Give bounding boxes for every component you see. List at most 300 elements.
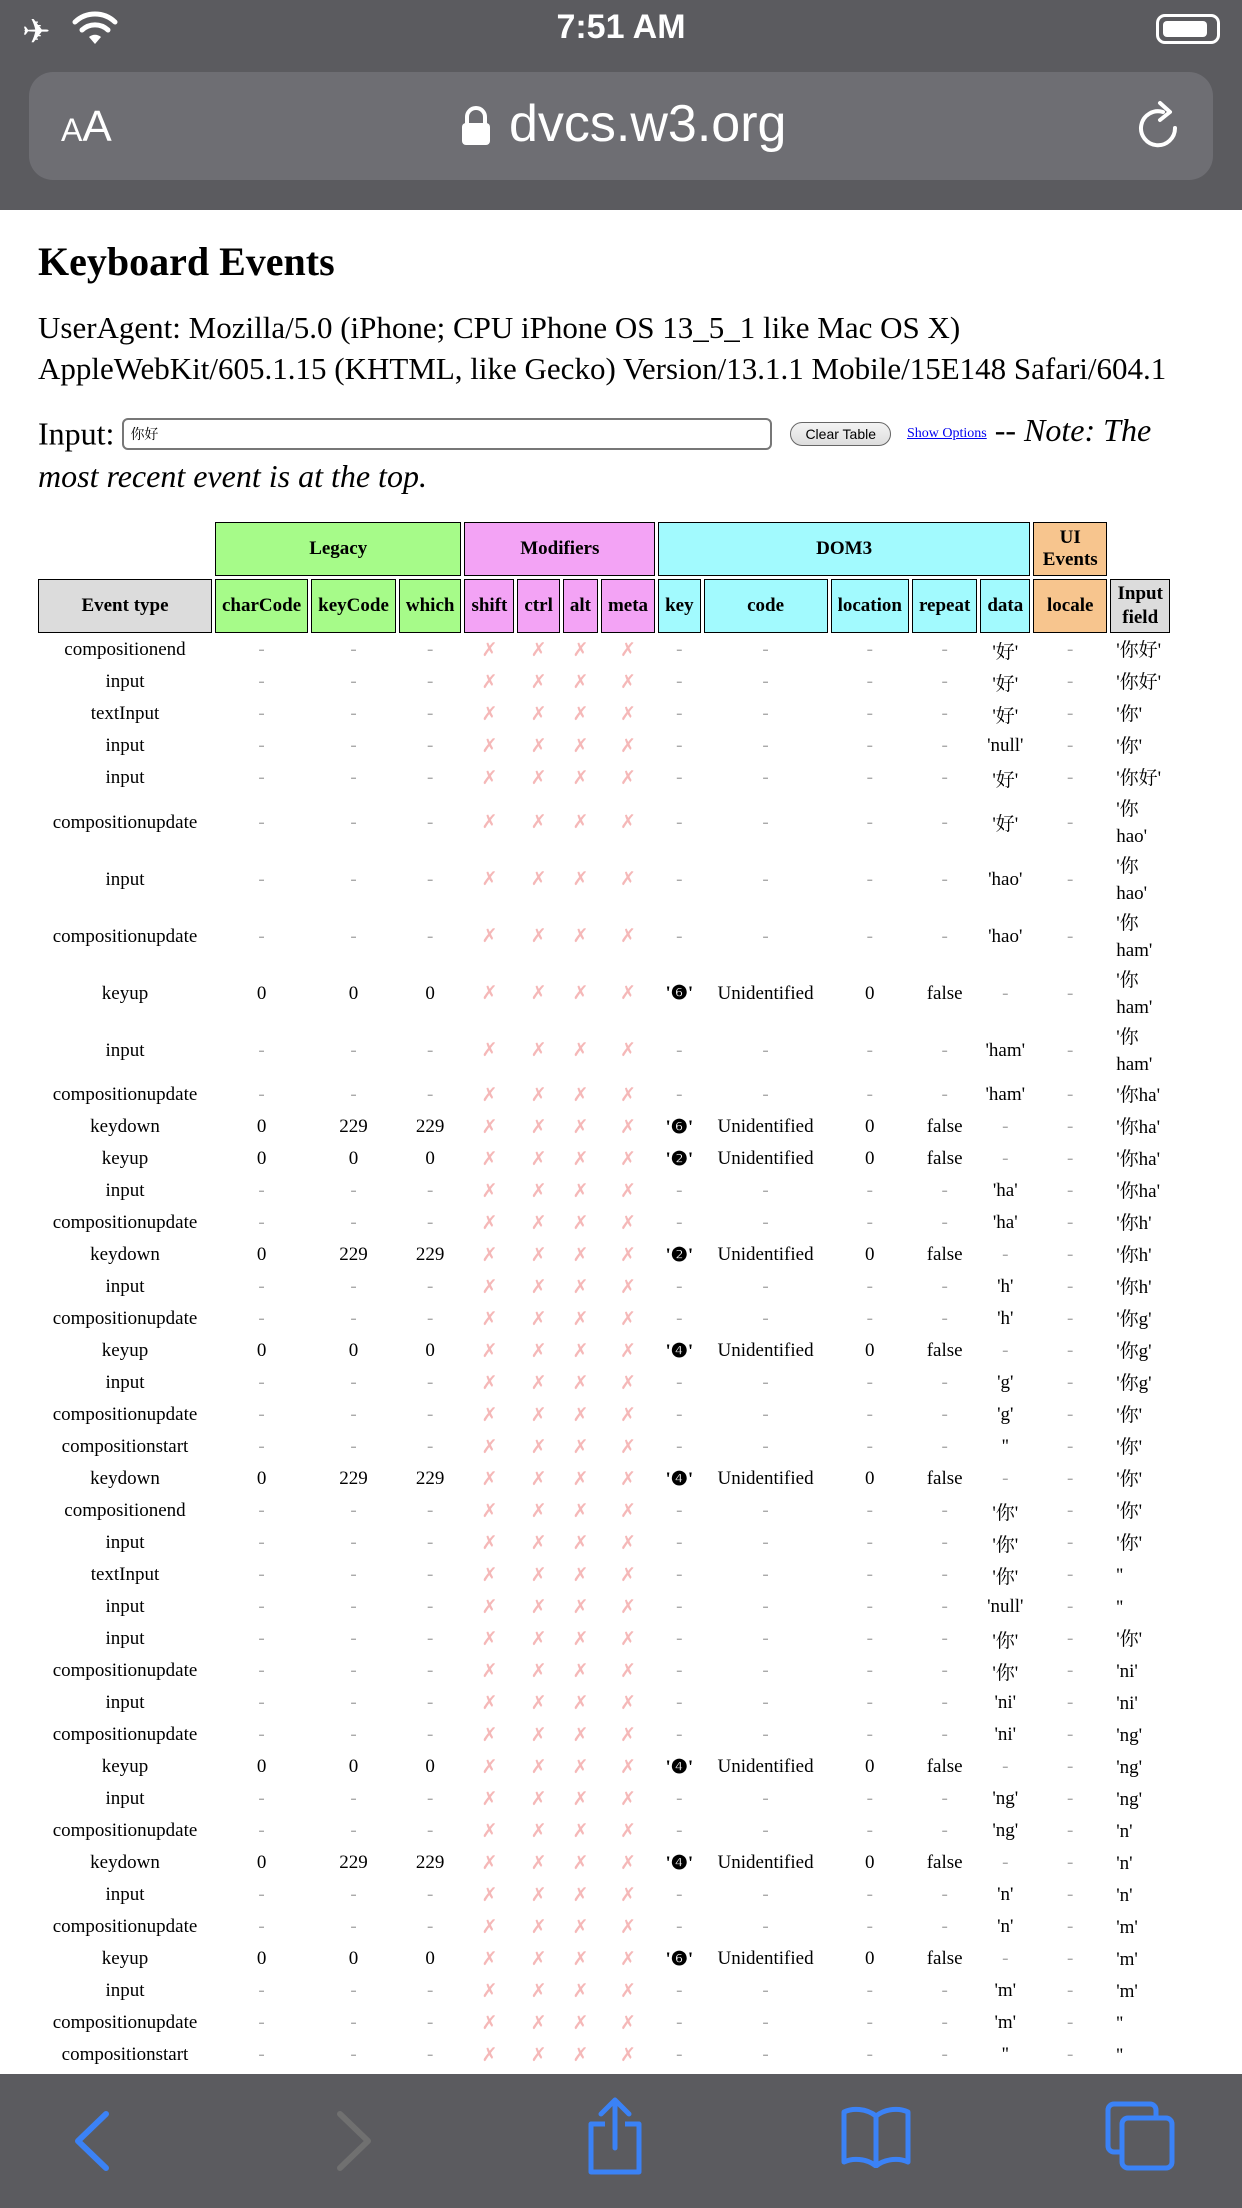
table-cell: 0 <box>425 1948 435 1970</box>
table-cell: '你' <box>1116 735 1143 757</box>
table-cell: Unidentified <box>717 982 814 1004</box>
table-cell: - <box>427 2044 434 2066</box>
table-cell: - <box>1002 1948 1009 1970</box>
table-cell: - <box>941 1724 948 1746</box>
table-cell: - <box>258 1884 265 1906</box>
table-cell: - <box>762 1820 769 1842</box>
bookmarks-icon[interactable] <box>840 2104 912 2173</box>
table-cell: - <box>258 1660 265 1682</box>
table-cell: ✗ <box>620 1980 636 2002</box>
back-icon[interactable] <box>68 2106 116 2181</box>
table-cell: - <box>866 1276 873 1298</box>
column-header: charCode <box>215 579 308 633</box>
reload-icon[interactable] <box>1133 98 1185 159</box>
table-cell: - <box>676 1820 683 1842</box>
table-cell: 0 <box>865 1948 875 1970</box>
table-cell: input <box>105 1532 145 1554</box>
table-cell: ✗ <box>572 703 589 725</box>
table-cell: - <box>762 1692 769 1714</box>
table-cell: 'ni' <box>994 1724 1017 1746</box>
table-cell: ✗ <box>481 1084 498 1106</box>
table-cell: - <box>866 1532 873 1554</box>
table-cell: ✗ <box>572 2044 589 2066</box>
table-row <box>38 1657 1170 1686</box>
table-cell: ✗ <box>572 1276 589 1298</box>
table-cell: '你' <box>992 1630 1019 1652</box>
table-row <box>38 1209 1170 1238</box>
table-cell: 229 <box>415 1244 445 1266</box>
table-cell: - <box>762 1884 769 1906</box>
table-cell: - <box>676 1788 683 1810</box>
table-cell: - <box>427 1308 434 1330</box>
table-cell: 'm' <box>1116 1916 1138 1938</box>
table-cell: ✗ <box>620 1788 636 1810</box>
table-cell: - <box>350 1436 357 1458</box>
column-header: code <box>704 579 828 633</box>
table-cell: - <box>258 735 265 757</box>
table-cell: - <box>1002 1148 1009 1170</box>
table-cell: - <box>427 735 434 757</box>
table-cell: ✗ <box>530 2044 547 2066</box>
table-cell: - <box>762 1308 769 1330</box>
table-cell: - <box>762 1436 769 1458</box>
table-cell: - <box>350 1980 357 2002</box>
table-cell: 'ham' <box>985 1084 1026 1106</box>
table-cell: - <box>427 1532 434 1554</box>
table-cell: - <box>1067 1596 1074 1618</box>
table-row <box>38 1817 1170 1846</box>
table-cell: - <box>350 671 357 693</box>
table-cell: 229 <box>415 1116 445 1138</box>
table-cell: '' <box>1001 1436 1009 1458</box>
column-header: location <box>831 579 909 633</box>
table-cell: ✗ <box>572 1628 589 1650</box>
table-cell: - <box>676 1692 683 1714</box>
table-cell: ✗ <box>572 1500 589 1522</box>
table-cell: ✗ <box>481 1724 498 1746</box>
table-cell: - <box>866 1372 873 1394</box>
table-cell: 229 <box>415 1468 445 1490</box>
table-cell: - <box>1067 811 1074 833</box>
table-cell: - <box>258 1212 265 1234</box>
table-cell: - <box>676 1660 683 1682</box>
table-row <box>38 1497 1170 1526</box>
table-cell: - <box>676 1404 683 1426</box>
table-cell: - <box>1067 1039 1074 1061</box>
table-cell: ✗ <box>620 1564 636 1586</box>
table-cell: - <box>350 1500 357 1522</box>
table-cell: '你' <box>992 1566 1019 1588</box>
user-agent-text: UserAgent: Mozilla/5.0 (iPhone; CPU iPhone OS 13_5_1 like Mac OS X) AppleWebKit/605.1.15 (KHTML, like Gecko) Version/13.1.1 Mobile/15E148 Safari/604.1 <box>38 310 1167 386</box>
table-cell: - <box>1067 2044 1074 2066</box>
table-cell: ✗ <box>620 671 636 693</box>
table-cell: ✗ <box>481 1468 498 1490</box>
table-cell: - <box>941 1628 948 1650</box>
table-cell: - <box>762 1180 769 1202</box>
dom3-group-header: DOM3 <box>658 522 1030 576</box>
table-row <box>38 1113 1170 1142</box>
table-cell: 'ng' <box>1116 1788 1143 1810</box>
table-cell: - <box>762 1404 769 1426</box>
table-cell: - <box>866 1564 873 1586</box>
table-cell: - <box>1067 1820 1074 1842</box>
url-domain[interactable]: dvcs.w3.org <box>509 95 787 153</box>
table-row <box>38 1913 1170 1942</box>
table-cell: ✗ <box>481 1692 498 1714</box>
page-title: Keyboard Events <box>38 239 335 284</box>
table-cell: - <box>762 1500 769 1522</box>
table-cell: 'ham' <box>985 1039 1026 1061</box>
table-cell: compositionend <box>64 1500 186 1522</box>
table-cell: 0 <box>425 1340 435 1362</box>
table-cell: 0 <box>256 1948 267 1970</box>
table-cell: Unidentified <box>717 1244 814 1266</box>
table-cell: compositionupdate <box>52 925 198 947</box>
table-cell: ✗ <box>481 1820 498 1842</box>
forward-icon[interactable] <box>330 2106 378 2181</box>
table-cell: ✗ <box>572 1692 589 1714</box>
table-cell: '你ha' <box>1116 1084 1160 1106</box>
table-cell: - <box>941 735 948 757</box>
table-cell: compositionupdate <box>52 1724 198 1746</box>
table-cell: ✗ <box>481 639 498 661</box>
table-cell: ✗ <box>530 1148 547 1170</box>
table-cell: - <box>258 2044 265 2066</box>
table-cell: - <box>1067 1660 1074 1682</box>
table-cell: ✗ <box>530 703 547 725</box>
table-cell: - <box>941 1212 948 1234</box>
table-cell: - <box>427 1436 434 1458</box>
address-bar[interactable] <box>29 72 1213 180</box>
table-cell: - <box>676 1916 683 1938</box>
note-text: Note: The most recent event is at the top. <box>38 412 1152 494</box>
table-cell: ✗ <box>572 1788 589 1810</box>
input-label: Input: <box>38 415 115 452</box>
table-row <box>38 1337 1170 1366</box>
key-input-field[interactable] <box>122 418 772 450</box>
table-row <box>38 1273 1170 1302</box>
table-cell: ✗ <box>481 735 498 757</box>
table-cell: - <box>676 811 683 833</box>
table-cell: '' <box>1001 2044 1009 2066</box>
table-cell: ✗ <box>620 1244 636 1266</box>
table-cell: - <box>941 1660 948 1682</box>
table-cell: ✗ <box>572 1724 589 1746</box>
table-cell: - <box>258 1276 265 1298</box>
legacy-group-header: Legacy <box>215 522 461 576</box>
bottom-toolbar <box>0 2074 1242 2208</box>
table-cell: - <box>1067 735 1074 757</box>
table-cell: ✗ <box>620 767 636 789</box>
table-row <box>38 910 1170 964</box>
table-cell: ✗ <box>530 1692 547 1714</box>
table-cell: 0 <box>865 1756 875 1778</box>
table-cell: - <box>350 767 357 789</box>
table-cell: - <box>762 639 769 661</box>
table-cell: - <box>1067 1436 1074 1458</box>
table-cell: 0 <box>256 1244 267 1266</box>
table-cell: - <box>866 1660 873 1682</box>
table-cell: keydown <box>90 1468 160 1490</box>
table-cell: ✗ <box>530 639 547 661</box>
lock-icon <box>459 106 493 151</box>
table-cell: - <box>676 1039 683 1061</box>
table-cell: - <box>866 1628 873 1650</box>
table-cell: false <box>926 1244 963 1266</box>
table-cell: input <box>105 1884 145 1906</box>
table-cell: - <box>350 1884 357 1906</box>
table-cell: ✗ <box>481 1660 498 1682</box>
table-cell: - <box>1067 1692 1074 1714</box>
table-cell: - <box>1067 1564 1074 1586</box>
table-cell: 0 <box>425 1148 435 1170</box>
table-cell: ✗ <box>620 1884 636 1906</box>
table-cell: - <box>258 639 265 661</box>
table-row <box>38 2041 1170 2070</box>
table-cell: ✗ <box>620 869 636 891</box>
table-cell: - <box>350 1039 357 1061</box>
table-cell: '你h' <box>1116 1244 1152 1266</box>
table-cell: - <box>866 1916 873 1938</box>
table-cell: - <box>676 1436 683 1458</box>
table-cell: 'n' <box>1116 1852 1133 1874</box>
table-cell: - <box>258 1180 265 1202</box>
table-cell: - <box>941 1916 948 1938</box>
table-cell: ✗ <box>530 1820 547 1842</box>
group-header-row <box>38 522 1170 576</box>
table-cell: 'ha' <box>992 1212 1018 1234</box>
show-options-link[interactable]: Show Options <box>907 425 987 441</box>
table-cell: '你ha' <box>1116 1116 1160 1138</box>
table-cell: - <box>1067 1724 1074 1746</box>
table-cell: - <box>258 1039 265 1061</box>
table-cell: 229 <box>339 1468 368 1490</box>
table-cell: ✗ <box>620 1532 636 1554</box>
table-cell: - <box>676 2012 683 2034</box>
table-cell: ✗ <box>481 767 498 789</box>
table-cell: ✗ <box>620 2012 636 2034</box>
table-cell: input <box>105 767 145 789</box>
events-table <box>35 519 1173 2105</box>
table-cell: keyup <box>101 1340 149 1362</box>
table-cell: ✗ <box>620 1724 636 1746</box>
tabs-icon[interactable] <box>1104 2100 1176 2177</box>
table-cell: '❷' <box>665 1244 694 1266</box>
table-cell: - <box>762 1628 769 1650</box>
table-cell: keyup <box>101 1948 149 1970</box>
column-header: Event type <box>38 579 212 633</box>
table-cell: ✗ <box>620 639 636 661</box>
table-cell: - <box>1002 1756 1009 1778</box>
table-cell: - <box>1067 1500 1074 1522</box>
battery-icon <box>1156 14 1220 44</box>
table-cell: ✗ <box>572 1180 589 1202</box>
table-cell: - <box>427 1276 434 1298</box>
table-cell: '你' <box>1116 1404 1143 1426</box>
table-cell: 'null' <box>987 1596 1024 1618</box>
clear-table-button[interactable]: Clear Table <box>790 422 891 446</box>
table-cell: '❻' <box>665 983 694 1005</box>
table-cell: Unidentified <box>717 1468 814 1490</box>
table-cell: - <box>350 639 357 661</box>
table-cell: keyup <box>101 982 149 1004</box>
table-cell: - <box>1067 1276 1074 1298</box>
table-cell: ✗ <box>620 1820 636 1842</box>
table-cell: ✗ <box>572 1820 589 1842</box>
table-cell: - <box>941 1180 948 1202</box>
table-cell: - <box>350 2012 357 2034</box>
table-cell: - <box>427 1180 434 1202</box>
table-cell: - <box>941 1564 948 1586</box>
table-cell: - <box>258 1500 265 1522</box>
table-row <box>38 1177 1170 1206</box>
table-row <box>38 1721 1170 1750</box>
table-cell: input <box>105 1596 145 1618</box>
table-cell: - <box>762 1596 769 1618</box>
table-row <box>38 1689 1170 1718</box>
modifiers-group-header: Modifiers <box>464 522 655 576</box>
table-cell: - <box>427 1596 434 1618</box>
table-cell: '你g' <box>1116 1372 1152 1394</box>
table-cell: - <box>676 925 683 947</box>
table-cell: 'n' <box>997 1884 1014 1906</box>
table-cell: input <box>105 1276 145 1298</box>
table-cell: '你好' <box>1116 767 1162 789</box>
reader-aa-button[interactable]: AA <box>61 102 112 151</box>
table-cell: ✗ <box>530 1660 547 1682</box>
input-row <box>38 409 1208 497</box>
table-cell: input <box>105 1980 145 2002</box>
table-cell: - <box>762 2044 769 2066</box>
ui-events-group-header: UI Events <box>1033 522 1107 576</box>
table-cell: - <box>941 1276 948 1298</box>
table-cell: 'm' <box>1116 1948 1138 1970</box>
table-cell: - <box>350 1692 357 1714</box>
table-cell: ✗ <box>620 1116 636 1138</box>
table-cell: - <box>941 1884 948 1906</box>
table-cell: ✗ <box>620 1660 636 1682</box>
table-cell: - <box>866 1596 873 1618</box>
table-cell: 0 <box>348 1148 359 1170</box>
table-cell: false <box>926 982 963 1004</box>
table-cell: - <box>676 1564 683 1586</box>
table-cell: - <box>941 1788 948 1810</box>
table-cell: ✗ <box>481 1596 498 1618</box>
table-cell: ✗ <box>481 1244 498 1266</box>
table-cell: ✗ <box>620 2044 636 2066</box>
table-row <box>38 1881 1170 1910</box>
table-cell: - <box>258 2012 265 2034</box>
table-cell: ✗ <box>530 671 547 693</box>
table-cell: compositionupdate <box>52 1308 198 1330</box>
table-cell: - <box>762 868 769 890</box>
table-cell: '你 hao' <box>1116 798 1148 847</box>
table-cell: 'g' <box>997 1372 1014 1394</box>
table-cell: - <box>676 1308 683 1330</box>
table-cell: ✗ <box>530 1308 547 1330</box>
table-cell: - <box>676 735 683 757</box>
table-cell: 0 <box>865 1852 875 1874</box>
table-cell: - <box>350 1404 357 1426</box>
table-cell: - <box>258 767 265 789</box>
table-cell: - <box>866 1692 873 1714</box>
table-cell: - <box>258 1404 265 1426</box>
table-cell: ✗ <box>572 1148 589 1170</box>
table-cell: 'hao' <box>988 868 1023 890</box>
table-cell: - <box>762 1276 769 1298</box>
table-cell: 0 <box>256 1116 267 1138</box>
table-cell: compositionupdate <box>52 1212 198 1234</box>
table-cell: - <box>1002 1340 1009 1362</box>
table-cell: 'h' <box>997 1308 1014 1330</box>
table-cell: - <box>866 868 873 890</box>
table-cell: ✗ <box>481 1212 498 1234</box>
table-cell: '你 ham' <box>1116 912 1153 961</box>
table-cell: - <box>941 1372 948 1394</box>
table-cell: ✗ <box>530 983 547 1005</box>
table-cell: ✗ <box>620 1916 636 1938</box>
table-cell: ✗ <box>481 1532 498 1554</box>
table-cell: - <box>427 1628 434 1650</box>
table-cell: - <box>941 1980 948 2002</box>
airplane-mode-icon: ✈ <box>22 13 51 51</box>
table-cell: - <box>427 868 434 890</box>
table-cell: - <box>350 1564 357 1586</box>
table-cell: ✗ <box>572 1660 589 1682</box>
column-header: data <box>980 579 1030 633</box>
table-cell: ✗ <box>481 1500 498 1522</box>
table-cell: - <box>427 811 434 833</box>
table-cell: Unidentified <box>717 1948 814 1970</box>
table-cell: - <box>427 1564 434 1586</box>
table-cell: ✗ <box>530 735 547 757</box>
table-cell: - <box>762 1212 769 1234</box>
table-cell: 'hao' <box>988 925 1023 947</box>
table-cell: - <box>941 639 948 661</box>
table-cell: - <box>676 2044 683 2066</box>
table-cell: - <box>762 1660 769 1682</box>
table-cell: - <box>1067 1788 1074 1810</box>
table-cell: '你g' <box>1116 1340 1152 1362</box>
table-cell: - <box>427 767 434 789</box>
table-cell: - <box>350 1372 357 1394</box>
table-cell: ✗ <box>530 1916 547 1938</box>
share-icon[interactable] <box>583 2096 647 2181</box>
table-cell: ✗ <box>620 1628 636 1650</box>
table-cell: 0 <box>865 1340 875 1362</box>
table-cell: '' <box>1116 1596 1124 1618</box>
table-cell: ✗ <box>572 1084 589 1106</box>
table-cell: ✗ <box>572 1852 589 1874</box>
table-cell: 229 <box>339 1244 368 1266</box>
table-cell: - <box>676 1980 683 2002</box>
table-cell: - <box>1067 1116 1074 1138</box>
table-cell: ✗ <box>530 2012 547 2034</box>
table-row <box>38 1977 1170 2006</box>
table-cell: ✗ <box>481 1276 498 1298</box>
table-cell: - <box>258 1980 265 2002</box>
table-cell: Unidentified <box>717 1148 814 1170</box>
table-row <box>38 1465 1170 1494</box>
table-cell: '好' <box>992 814 1019 836</box>
table-cell: - <box>941 2012 948 2034</box>
table-cell: 0 <box>348 982 359 1004</box>
table-cell: - <box>866 767 873 789</box>
table-cell: - <box>1067 1372 1074 1394</box>
table-cell: 'ng' <box>992 1788 1019 1810</box>
table-cell: 0 <box>348 1340 359 1362</box>
table-cell: ✗ <box>530 1436 547 1458</box>
